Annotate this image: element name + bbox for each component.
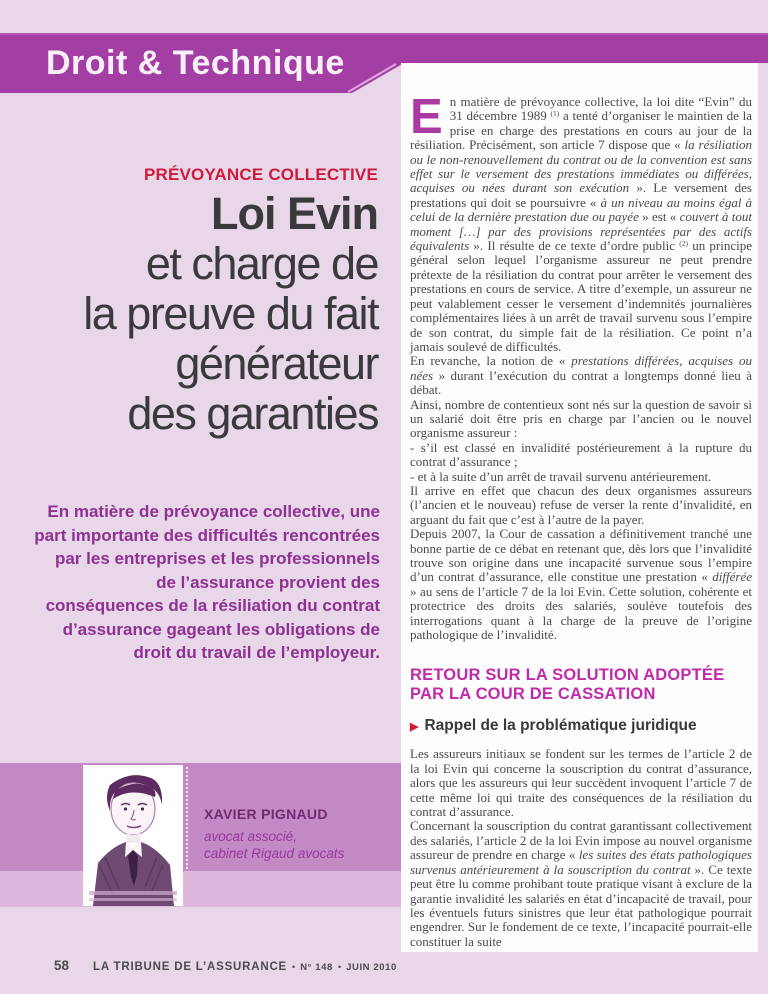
article-paragraph: Concernant la souscription du contrat garantissant collectivement des salariés, l’article 2 de la loi Evin impose au nouvel organisme assureur de prendre en charge « les suites des états pathologiques survenus antérieurement à la souscription du contrat ». Ce texte peut être lu comme prohibant toute pratique visant à exclure de la garantie invalidité les salariés en état d’incapacité de travail, pour les éventuels futurs sinistres que leur état pathologique pourrait engendrer. Sur le fondement de ce texte, l’incapacité pourrait-elle constituer la suite (410, 818, 752, 949)
author-band-lower-strip (0, 871, 401, 907)
portrait-sketch-image (83, 765, 183, 906)
footer-separator-dot: • (337, 962, 342, 972)
article-panel (401, 63, 758, 952)
article-title (16, 189, 378, 439)
article-paragraph: En matière de prévoyance collective, la loi dite “Evin” du 31 décembre 1989 $^{(1)}$ a tenté d’organiser le maintien de la prise en charge des prestations en cours au jour de la résiliation. Précisément, son article 7 dispose que « la résiliation ou le non-renouvellement du contrat ou de la convention est sans effet sur le versement des prestations immédiates ou différées, acquises ou nées durant son exécution ». Le versement des prestations qui doit se poursuivre « à un niveau au moins égal à celui de la dernière prestation due ou payée » est « couvert à tout moment […] par des provisions représentées par des actifs équivalents ». Il résulte de ce texte d’ordre public $^{(2)}$ un principe général selon lequel l’organisme assureur ne peut prendre prétexte de la résiliation du contrat pour arrêter le versement des prestations en cours de service. A titre d’exemple, un assureur ne peut valablement cesser le versement d’indemnités journalières complémentaires liées à un arrêt de travail survenu sous l’empire de son contrat, du simple fait de la résiliation. Ce point n’a jamais soulevé de difficultés. (410, 90, 753, 354)
author-name: XAVIER PIGNAUD (204, 806, 328, 822)
section-banner-title: Droit & Technique (46, 44, 345, 82)
arrow-bullet-icon: ▶ (410, 721, 419, 734)
issue-date: JUIN 2010 (346, 962, 397, 973)
article-paragraph: Ainsi, nombre de contentieux sont nés sur la question de savoir si un salarié doit être pris en charge par l’ancien ou le nouvel organisme assureur : (410, 396, 752, 441)
article-standfirst: En matière de prévoyance collective, une part importante des difficultés rencontrées par les entreprises et les professionnels de l’assurance provient des conséquences de la résiliation du contrat d’assurance gageant les obligations de droit du travail de l’employeur. (34, 502, 380, 662)
article-paragraph: Depuis 2007, la Cour de cassation a définitivement tranché une bonne partie de ce débat en retenant que, dès lors que l’invalidité trouve son origine dans une incapacité survenue sous l’empire d’un contrat d’assurance, elle constitue une prestation « différée » au sens de l’article 7 de la loi Evin. Cette solution, cohérente et protectrice des droits des salariés, soulève toutefois des interrogations quant à la charge de la preuve de l’origine pathologique de l’invalidité. (410, 526, 752, 643)
journal-name: LA TRIBUNE DE L’ASSURANCE (93, 961, 288, 973)
subsection-heading-label: Rappel de la problématique juridique (424, 717, 697, 735)
text-line: générateur (175, 338, 378, 389)
author-role-line1: avocat associé, (204, 829, 298, 844)
article-paragraph: - et à la suite d’un arrêt de travail survenu antérieurement. (410, 468, 712, 484)
text-line: PAR LA COUR DE CASSATION (410, 685, 656, 704)
text-line: Loi Evin (210, 188, 378, 239)
text-line: et charge de (145, 238, 378, 289)
author-portrait (83, 765, 183, 906)
issue-number: N° 148 (300, 962, 333, 973)
author-role-line2: cabinet Rigaud avocats (204, 846, 345, 861)
section-heading (410, 666, 752, 704)
text-line: la preuve du fait (83, 288, 378, 339)
drop-cap: E (410, 90, 443, 144)
text-line: des garanties (127, 388, 378, 439)
article-intro-paragraphs (410, 90, 753, 643)
page-footer (54, 958, 397, 973)
dotted-separator (186, 767, 188, 869)
article-kicker: PRÉVOYANCE COLLECTIVE (143, 165, 378, 184)
article-paragraph: En revanche, la notion de « prestations différées, acquises ou nées » durant l’exécution du contrat a longtemps donné lieu à débat. (410, 353, 752, 398)
article-body (410, 90, 753, 949)
text-line: RETOUR SUR LA SOLUTION ADOPTÉE (410, 666, 725, 685)
article-section-paragraphs (410, 747, 752, 949)
author-info (204, 806, 394, 862)
subsection-heading (410, 717, 752, 736)
page-number: 58 (54, 958, 70, 973)
article-paragraph: Les assureurs initiaux se fondent sur les termes de l’article 2 de la loi Evin qui concerne la souscription du contrat d’assurance, alors que les assureurs qui leur succèdent invoquent l’article 7 de cette même loi qui traite des conséquences de la résiliation du contrat d’assurance. (410, 746, 752, 820)
article-paragraph: Il arrive en effet que chacun des deux organismes assureurs (l’ancien et le nouveau) refuse de verser la rente d’invalidité, en arguant du fait que c’est à l’autre de la payer. (410, 482, 752, 527)
article-paragraph: - s’il est classé en invalidité postérieurement à la rupture du contrat d’assurance ; (410, 439, 752, 470)
footer-separator-dot: • (292, 962, 296, 972)
